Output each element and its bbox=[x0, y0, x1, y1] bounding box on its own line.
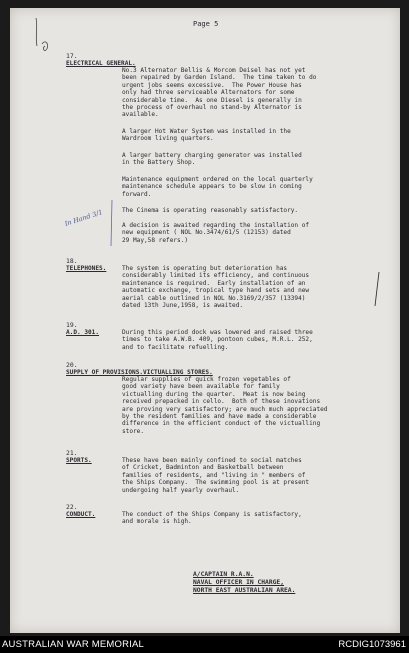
section-21-title: SPORTS. bbox=[66, 457, 92, 464]
section-22-number: 22. bbox=[66, 503, 78, 511]
section-21-number: 21. bbox=[66, 449, 78, 457]
section-17-para-1: No.3 Alternator Bellis & Morcom Deisel has not yet been repaired by Garden Island. The time taken to do urgent jobs seems excessive. The Power House has only had three serviceable Alternators for some considerable time. As one Diesel is generally in the process of overhaul no stand-by Alternator is available. bbox=[122, 67, 317, 119]
section-17-para-2: A larger Hot Water System was installed in the Wardroom living quarters. bbox=[122, 128, 291, 143]
footer-bar bbox=[0, 636, 409, 653]
section-20-number: 20. bbox=[66, 361, 78, 369]
section-18-title: TELEPHONES. bbox=[66, 265, 107, 272]
section-17-para-4: Maintenance equipment ordered on the local quarterly maintenance schedule appears to be slow in coming forward. bbox=[122, 176, 313, 198]
handwritten-mark bbox=[32, 16, 56, 56]
section-17-para-3: A larger battery charging generator was installed in the Battery Shop. bbox=[122, 152, 302, 167]
footer-source: AUSTRALIAN WAR MEMORIAL bbox=[2, 639, 145, 650]
section-18-para-1: The system is operating but deterioration has considerably limited its efficiency, and continuous maintenance is required. Early installation of an automatic exchange, tropical type hand sets and new aerial cable outlined in NOL No.3169/2/357 (13394) dated 13th June,1958, is awaited. bbox=[122, 265, 310, 310]
signature-title: NAVAL OFFICER IN CHARGE, bbox=[193, 579, 284, 586]
section-20-title: SUPPLY OF PROVISIONS.VICTUALLING STORES. bbox=[66, 369, 213, 376]
footer-id: RCDIG1073961 bbox=[338, 639, 406, 650]
signature-area: NORTH EAST AUSTRALIAN AREA. bbox=[193, 587, 296, 594]
section-19-number: 19. bbox=[66, 321, 78, 329]
section-22-para-1: The conduct of the Ships Company is satisfactory, and morale is high. bbox=[122, 511, 302, 526]
section-18-number: 18. bbox=[66, 257, 78, 265]
section-22-title: CONDUCT. bbox=[66, 511, 96, 518]
section-21-para-1: These have been mainly confined to social matches of Cricket, Badminton and Basketball between families of residents, and "living in " members of the Ships Company. The swimming pool is at present undergoing half yearly overhaul. bbox=[122, 457, 310, 494]
section-17-title: ELECTRICAL GENERAL. bbox=[66, 60, 136, 67]
section-19-para-1: During this period dock was lowered and raised three times to take A.W.B. 409, pontoon cubes, M.R.L. 252, and to facilitate refuelling. bbox=[122, 329, 313, 351]
signature-rank: A/CAPTAIN R.A.N. bbox=[193, 571, 254, 578]
document-page bbox=[10, 8, 400, 633]
margin-line bbox=[108, 198, 116, 248]
margin-tick bbox=[372, 270, 382, 310]
section-20-para-1: Regular supplies of quick frozen vegetables of good variety have been available for family victualling during the quarter. Meat is now being received prepacked in cello. Both of these inovations are proving very satisfactory; are much much appreciated by the resident families and have made a considerable difference in the efficient conduct of the victualling store. bbox=[122, 376, 328, 435]
section-17-para-5: The Cinema is operating reasonably satisfactory. bbox=[122, 207, 299, 214]
section-19-title: A.D. 301. bbox=[66, 329, 100, 336]
page-number: Page 5 bbox=[193, 20, 219, 28]
section-17-number: 17. bbox=[66, 52, 78, 60]
section-17-para-6: A decision is awaited regarding the installation of new equipment ( NOL No.3474/61/5 (12153) dated 29 May,58 refers.) bbox=[122, 222, 310, 244]
handwritten-annotation: In Hand 3/1 bbox=[63, 208, 104, 228]
